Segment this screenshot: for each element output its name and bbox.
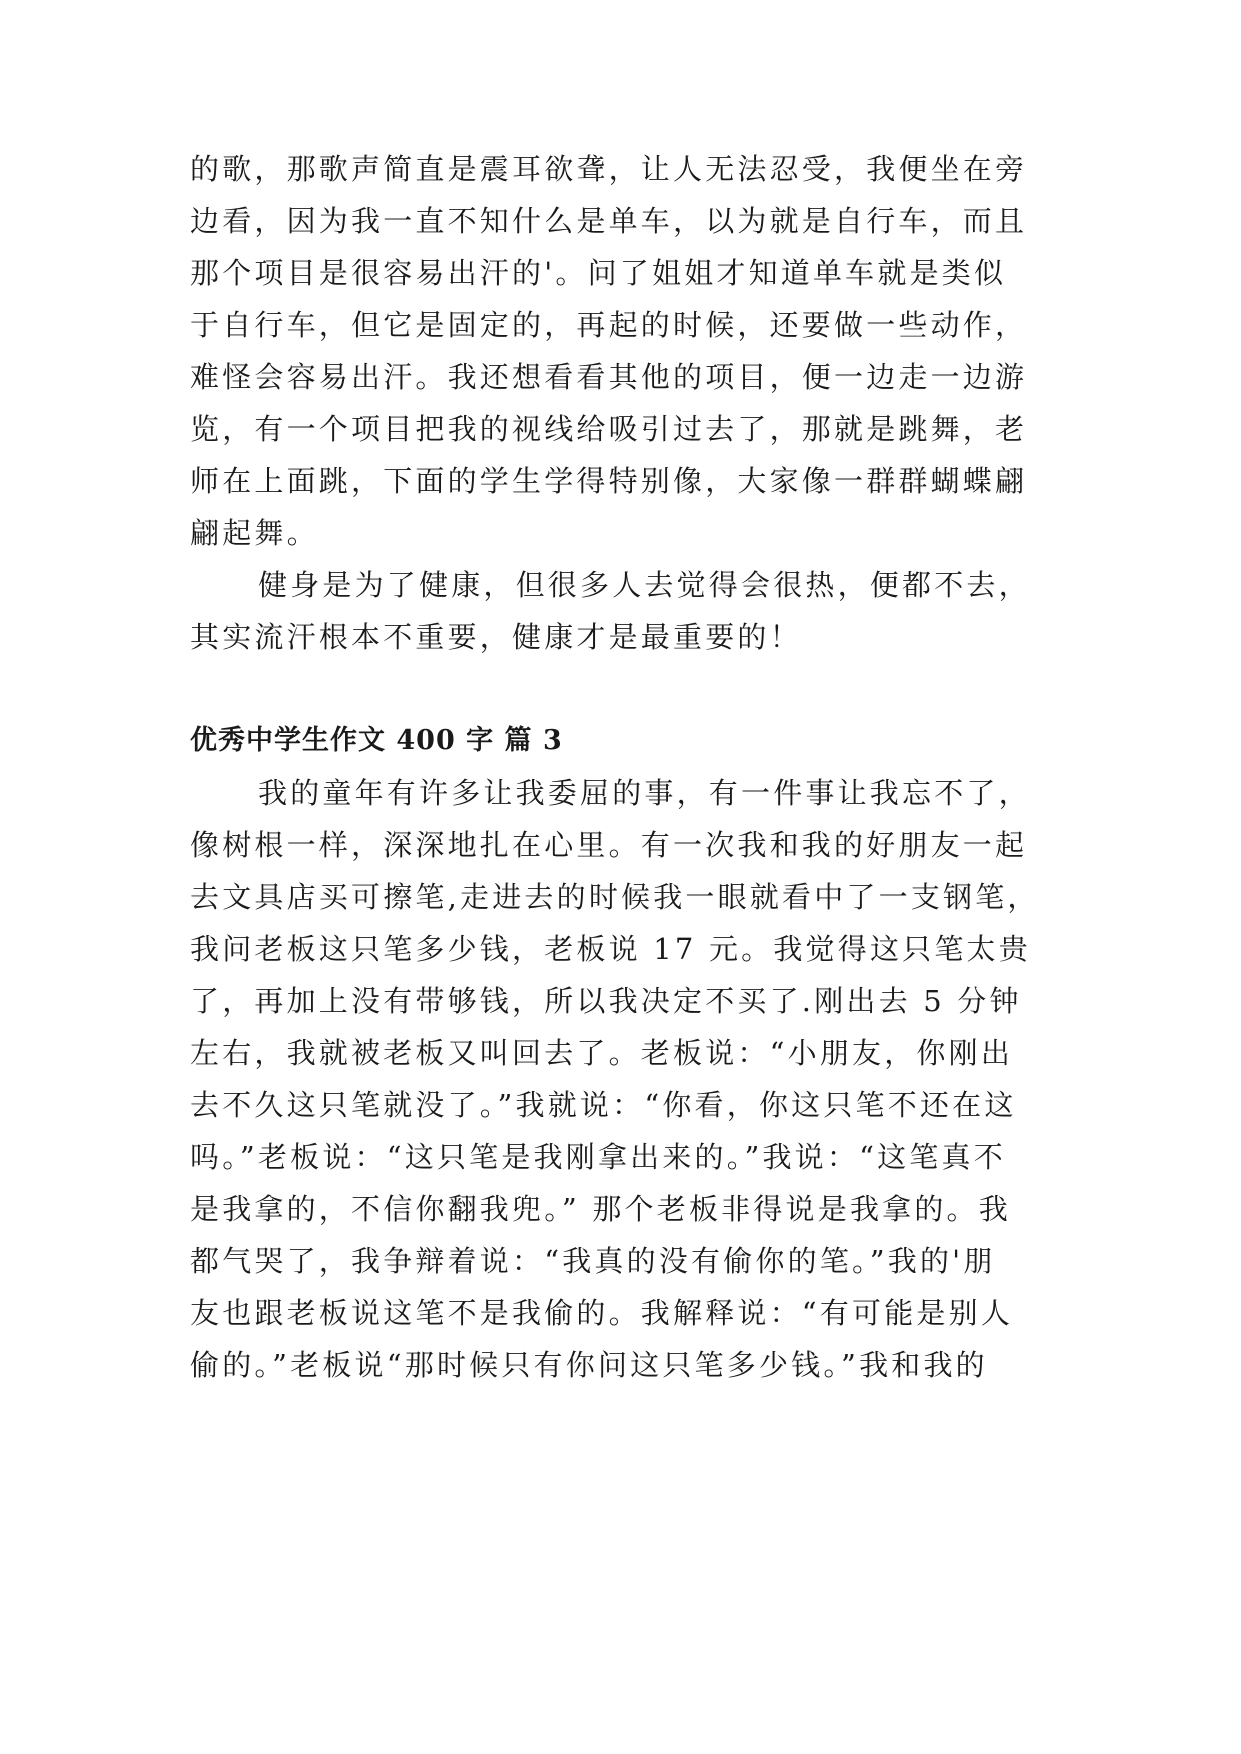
text-line: 吗。”老板说：“这只笔是我刚拿出来的。”我说：“这笔真不 bbox=[190, 1140, 1006, 1174]
text-line: 览，有一个项目把我的视线给吸引过去了，那就是跳舞，老 bbox=[190, 412, 1028, 446]
text-line: 翩起舞。 bbox=[190, 516, 319, 550]
text-line: 左右，我就被老板又叫回去了。老板说：“小朋友，你刚出 bbox=[190, 1036, 1014, 1070]
text-line: 边看，因为我一直不知什么是单车，以为就是自行车，而且 bbox=[190, 204, 1028, 238]
text-line: 于自行车，但它是固定的，再起的时候，还要做一些动作， bbox=[190, 308, 1028, 342]
text-line: 偷的。”老板说“那时候只有你问这只笔多少钱。”我和我的 bbox=[190, 1348, 988, 1382]
text-line: 了，再加上没有带够钱，所以我决定不买了.刚出去 5 分钟 bbox=[190, 984, 1022, 1018]
text-line: 像树根一样，深深地扎在心里。有一次我和我的好朋友一起 bbox=[190, 828, 1028, 862]
text-line: 去不久这只笔就没了。”我就说：“你看，你这只笔不还在这 bbox=[190, 1088, 1017, 1122]
text-line: 我问老板这只笔多少钱，老板说 17 元。我觉得这只笔太贵 bbox=[190, 932, 1031, 966]
text-line: 师在上面跳，下面的学生学得特别像，大家像一群群蝴蝶翩 bbox=[190, 464, 1028, 498]
text-line: 的歌，那歌声简直是震耳欲聋，让人无法忍受，我便坐在旁 bbox=[190, 152, 1028, 186]
text-line: 友也跟老板说这笔不是我偷的。我解释说：“有可能是别人 bbox=[190, 1296, 1014, 1330]
text-line: 难怪会容易出汗。我还想看看其他的项目，便一边走一边游 bbox=[190, 360, 1028, 394]
text-line: 健身是为了健康，但很多人去觉得会很热，便都不去， bbox=[258, 568, 1031, 602]
text-line: 去文具店买可擦笔,走进去的时候我一眼就看中了一支钢笔， bbox=[190, 880, 1040, 914]
text-line: 其实流汗根本不重要，健康才是最重要的！ bbox=[190, 620, 802, 654]
text-line: 我的童年有许多让我委屈的事，有一件事让我忘不了， bbox=[258, 776, 1031, 810]
text-line: 那个项目是很容易出汗的'。问了姐姐才知道单车就是类似 bbox=[190, 256, 1007, 290]
article-heading: 优秀中学生作文 400 字 篇 3 bbox=[190, 725, 563, 756]
text-line: 都气哭了，我争辩着说：“我真的没有偷你的笔。”我的'朋 bbox=[190, 1244, 996, 1278]
text-line: 是我拿的，不信你翻我兜。” 那个老板非得说是我拿的。我 bbox=[190, 1192, 1011, 1226]
